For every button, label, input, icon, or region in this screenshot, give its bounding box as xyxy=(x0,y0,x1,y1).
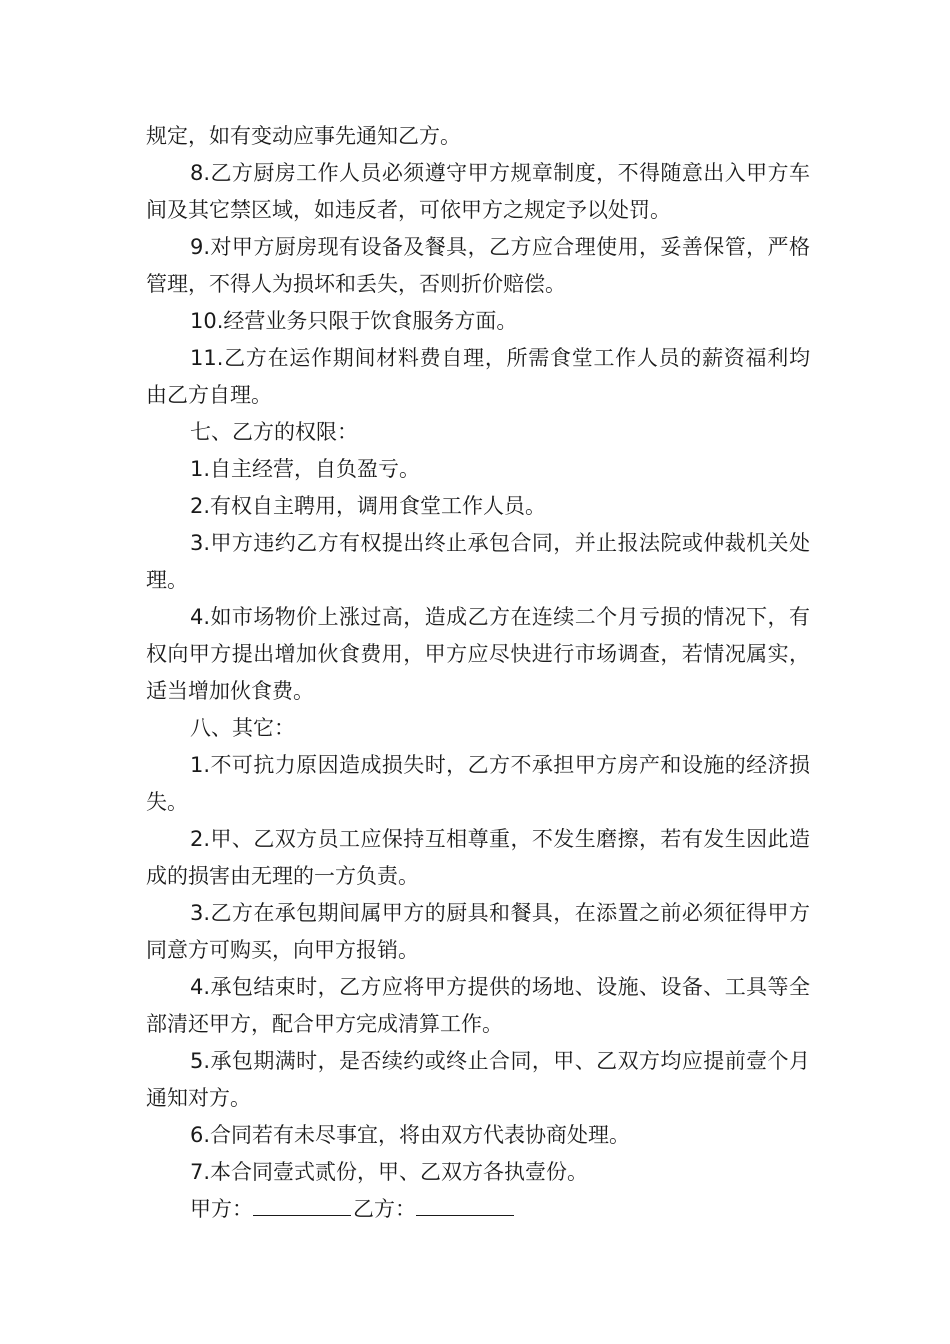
document-page xyxy=(146,118,810,1228)
other-clause-6: 6.合同若有未尽事宜，将由双方代表协商处理。 xyxy=(190,1123,631,1147)
other-clause-4: 4.承包结束时，乙方应将甲方提供的场地、设施、设备、工具等全部清还甲方，配合甲方完成清算工作。 xyxy=(146,975,810,1036)
clause-10: 10.经营业务只限于饮食服务方面。 xyxy=(190,309,518,333)
clause-8: 8.乙方厨房工作人员必须遵守甲方规章制度，不得随意出入甲方车间及其它禁区域，如违反者，可依甲方之规定予以处罚。 xyxy=(146,161,810,222)
party-a-signature-blank[interactable] xyxy=(253,1191,351,1216)
rights-clause-1: 1.自主经营，自负盈亏。 xyxy=(190,457,421,481)
section-heading-7: 七、乙方的权限： xyxy=(190,420,358,444)
other-clause-1: 1.不可抗力原因造成损失时，乙方不承担甲方房产和设施的经济损失。 xyxy=(146,753,810,814)
signature-line xyxy=(146,1191,810,1228)
other-clause-5: 5.承包期满时，是否续约或终止合同，甲、乙双方均应提前壹个月通知对方。 xyxy=(146,1049,810,1110)
clause-9: 9.对甲方厨房现有设备及餐具，乙方应合理使用，妥善保管，严格管理，不得人为损坏和丢失，否则折价赔偿。 xyxy=(146,235,810,296)
clause-11: 11.乙方在运作期间材料费自理，所需食堂工作人员的薪资福利均由乙方自理。 xyxy=(146,346,810,407)
party-b-label: 乙方： xyxy=(353,1197,416,1221)
other-clause-3: 3.乙方在承包期间属甲方的厨具和餐具，在添置之前必须征得甲方同意方可购买，向甲方报销。 xyxy=(146,901,810,962)
party-a-label: 甲方： xyxy=(190,1197,253,1221)
other-clause-2: 2.甲、乙双方员工应保持互相尊重，不发生磨擦，若有发生因此造成的损害由无理的一方负责。 xyxy=(146,827,810,888)
rights-clause-2: 2.有权自主聘用，调用食堂工作人员。 xyxy=(190,494,547,518)
rights-clause-4: 4.如市场物价上涨过高，造成乙方在连续二个月亏损的情况下，有权向甲方提出增加伙食费用，甲方应尽快进行市场调查，若情况属实，适当增加伙食费。 xyxy=(146,605,810,703)
other-clause-7: 7.本合同壹式贰份，甲、乙双方各执壹份。 xyxy=(190,1160,589,1184)
party-b-signature-blank[interactable] xyxy=(416,1191,514,1216)
paragraph-continuation: 规定，如有变动应事先通知乙方。 xyxy=(146,124,461,148)
rights-clause-3: 3.甲方违约乙方有权提出终止承包合同，并止报法院或仲裁机关处理。 xyxy=(146,531,810,592)
section-heading-8: 八、其它： xyxy=(190,716,295,740)
